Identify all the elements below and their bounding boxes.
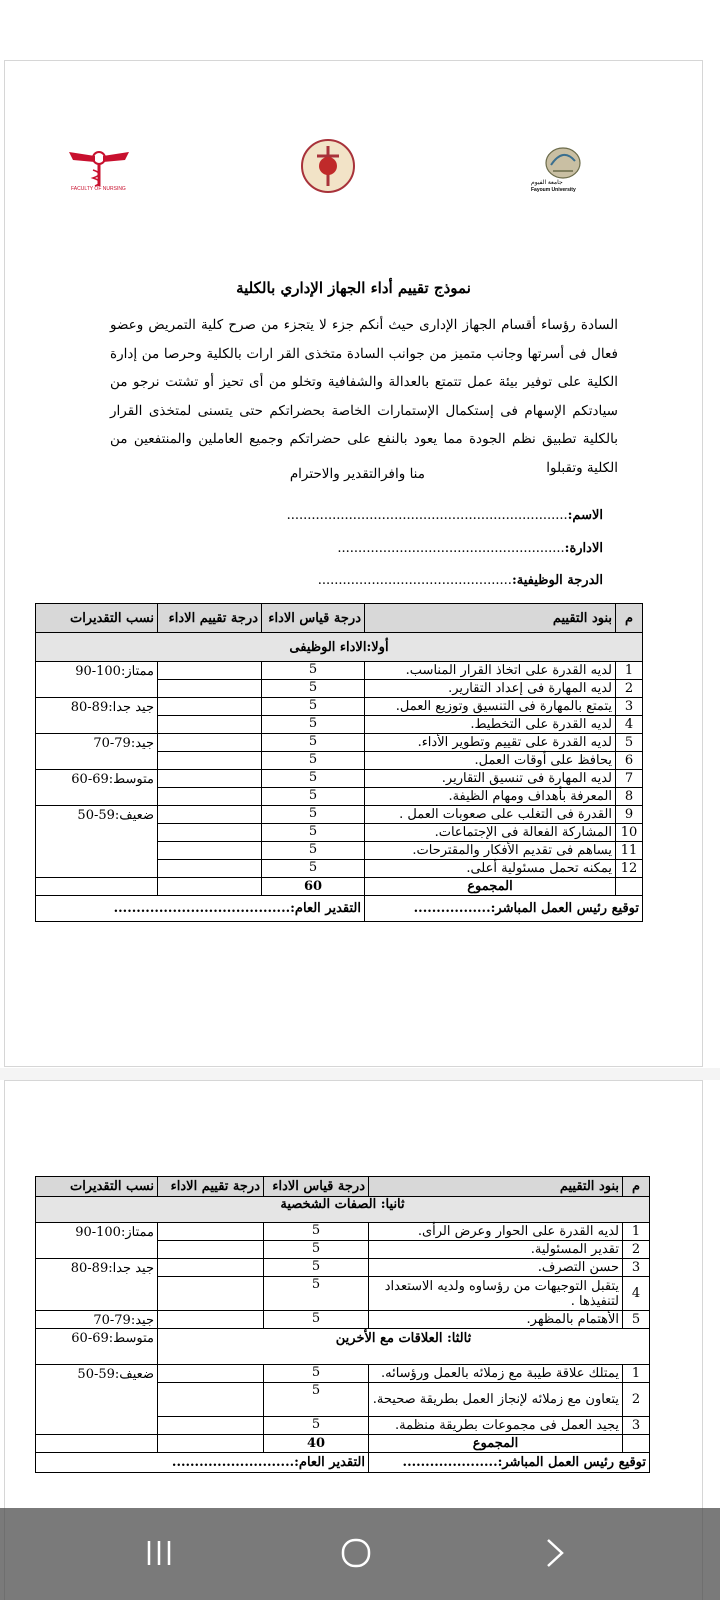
department-dots: ....................................................... xyxy=(337,541,565,556)
row-number: 12 xyxy=(616,860,643,878)
row-rating-cell xyxy=(158,716,262,734)
form-title: نموذج تقييم أداء الجهاز الإداري بالكلية xyxy=(236,279,471,297)
section-row xyxy=(36,633,643,662)
total-row xyxy=(36,1435,650,1453)
grade-cell xyxy=(36,770,158,806)
row-rating-cell xyxy=(158,1277,264,1311)
row-number: 6 xyxy=(616,752,643,770)
grade-cell xyxy=(36,1259,158,1311)
grade-cell xyxy=(36,1365,158,1435)
row-item-text: يجيد العمل فى مجموعات بطريقة منظمة. xyxy=(369,1417,623,1435)
name-field xyxy=(287,508,603,523)
overall-rating: التقدير العام:....................................... xyxy=(36,896,365,922)
row-rating-cell xyxy=(158,752,262,770)
grade-label: ضعيف:59-50 xyxy=(77,808,154,823)
faculty-of-nursing-logo xyxy=(67,146,131,198)
row-item-text: يتعاون مع زملائه لإنجاز العمل بطريقة صحيحة. xyxy=(369,1383,623,1417)
row-rating-cell xyxy=(158,680,262,698)
header-m: م xyxy=(623,1177,650,1197)
section-row xyxy=(36,1329,650,1365)
grade-average: متوسط:69-60 xyxy=(71,1331,154,1346)
header-rating: درجة تقييم الاداء xyxy=(158,604,262,633)
row-item-text: يتمتع بالمهارة فى التنسيق وتوزيع العمل. xyxy=(365,698,616,716)
row-number: 1 xyxy=(623,1223,650,1241)
table-row xyxy=(36,1311,650,1329)
recent-apps-icon[interactable] xyxy=(143,1538,175,1572)
overall-rating: التقدير العام:........................... xyxy=(36,1453,369,1473)
row-rating-cell xyxy=(158,824,262,842)
row-number: 4 xyxy=(623,1277,650,1311)
evaluation-table-1 xyxy=(35,603,643,922)
row-item-text: يحافظ على أوقات العمل. xyxy=(365,752,616,770)
table-header-row xyxy=(36,604,643,633)
row-rating-cell xyxy=(158,1365,264,1383)
document-page-1 xyxy=(4,60,703,1067)
supervisor-signature: توقيع رئيس العمل المباشر:................. xyxy=(365,896,643,922)
job-grade-label: الدرجة الوظيفية: xyxy=(511,573,603,588)
row-rating-cell xyxy=(158,788,262,806)
row-item-text: لديه المهارة فى تنسيق التقارير. xyxy=(365,770,616,788)
row-score: 5 xyxy=(262,806,365,824)
row-item-text: يساهم فى تقديم الأفكار والمقترحات. xyxy=(365,842,616,860)
grade-label: جيد جدا:89-80 xyxy=(70,700,154,715)
total-label: المجموع xyxy=(369,1435,623,1453)
back-icon[interactable] xyxy=(540,1538,572,1572)
row-rating-cell xyxy=(158,1223,264,1241)
row-item-text: المعرفة بأهداف ومهام الظيفة. xyxy=(365,788,616,806)
table-row xyxy=(36,1365,650,1383)
table-row xyxy=(36,662,643,680)
row-score: 5 xyxy=(262,716,365,734)
row-score: 5 xyxy=(264,1383,369,1417)
header-rating: درجة تقييم الاداء xyxy=(158,1177,264,1197)
table-row xyxy=(36,1259,650,1277)
grade-cell xyxy=(36,1329,158,1365)
row-number: 10 xyxy=(616,824,643,842)
intro-paragraph: السادة رؤساء أقسام الجهاز الإدارى حيث أنكم جزء لا يتجزء من صرح كلية التمريض وعضو فعال فى أسرتها وجانب متميز من جوانب السادة متخذى القر ارات بالكلية وحرصا من إدارة الكلية على توفير بيئة عمل تتمتع بالعدالة والشفافية وتخلو من أى تحيز أو تشتت نرجو من سيادتكم الإسهام فى إستكمال الإستمارات الخاصة بحضراتكم حتى يتسنى لمتخذى القرار بالكلية تطبيق نظم الجودة مما يعود بالنفع على حضراتكم وجميع العاملين والمنتفعين من الكلية وتقبلوا xyxy=(110,317,618,476)
row-item-text: حسن التصرف. xyxy=(369,1259,623,1277)
grade-cell xyxy=(36,734,158,770)
row-item-text: لديه المهارة فى إعداد التقارير. xyxy=(365,680,616,698)
row-score: 5 xyxy=(264,1241,369,1259)
row-number: 11 xyxy=(616,842,643,860)
row-score: 5 xyxy=(262,698,365,716)
name-dots: .................................................................... xyxy=(286,508,568,523)
table-row xyxy=(36,734,643,752)
row-rating-cell xyxy=(158,1383,264,1417)
grade-cell xyxy=(36,1223,158,1259)
row-number: 1 xyxy=(623,1365,650,1383)
row-item-text: لديه القدرة على الحوار وعرض الرأى. xyxy=(369,1223,623,1241)
row-number: 2 xyxy=(616,680,643,698)
row-rating-cell xyxy=(158,806,262,824)
total-value: 40 xyxy=(264,1435,369,1453)
header-measure: درجة قياس الاداء xyxy=(264,1177,369,1197)
row-score: 5 xyxy=(262,860,365,878)
row-rating-cell xyxy=(158,770,262,788)
row-rating-cell xyxy=(158,1259,264,1277)
grade-cell xyxy=(36,662,158,698)
row-score: 5 xyxy=(264,1259,369,1277)
section-title-relations: ثالثا: العلاقات مع الأخرين xyxy=(158,1329,650,1365)
row-score: 5 xyxy=(262,788,365,806)
android-navigation-bar xyxy=(0,1508,720,1600)
nursing-label: FACULTY OF NURSING xyxy=(71,186,126,192)
row-score: 5 xyxy=(264,1277,369,1311)
fayoum-arabic-label: جامعة الفيوم xyxy=(531,180,563,186)
row-score: 5 xyxy=(264,1223,369,1241)
row-score: 5 xyxy=(262,734,365,752)
grade-label: جيد:79-70 xyxy=(93,1313,154,1328)
row-score: 5 xyxy=(262,752,365,770)
department-field xyxy=(337,541,603,556)
header-m: م xyxy=(616,604,643,633)
section-title-personal: ثانيا: الصفات الشخصية xyxy=(36,1197,650,1223)
section-row xyxy=(36,1197,650,1223)
row-score: 5 xyxy=(264,1311,369,1329)
row-rating-cell xyxy=(158,662,262,680)
row-number: 1 xyxy=(616,662,643,680)
grade-label: متوسط:69-60 xyxy=(71,772,154,787)
row-score: 5 xyxy=(262,842,365,860)
row-number: 3 xyxy=(623,1259,650,1277)
signature-row xyxy=(36,1453,650,1473)
grade-label: ممتاز:100-90 xyxy=(75,664,154,679)
fayoum-label: Fayoum University xyxy=(531,187,576,193)
row-number: 3 xyxy=(616,698,643,716)
row-number: 4 xyxy=(616,716,643,734)
table-row xyxy=(36,806,643,824)
closing-line: منا وافرالتقدير والاحترام xyxy=(289,466,425,482)
row-number: 9 xyxy=(616,806,643,824)
supervisor-signature: توقيع رئيس العمل المباشر:..................... xyxy=(369,1453,650,1473)
row-rating-cell xyxy=(158,698,262,716)
row-rating-cell xyxy=(158,860,262,878)
section-title-performance: أولا:الاداء الوظيفى xyxy=(36,633,643,662)
name-label: الاسم: xyxy=(567,508,603,523)
row-item-text: لديه القدرة على تقييم وتطوير الأداء. xyxy=(365,734,616,752)
home-icon[interactable] xyxy=(340,1538,372,1572)
row-number: 3 xyxy=(623,1417,650,1435)
grade-label: ممتاز:100-90 xyxy=(75,1225,154,1240)
total-row xyxy=(36,878,643,896)
row-score: 5 xyxy=(264,1365,369,1383)
row-item-text: يمتلك علاقة طيبة مع زملائه بالعمل ورؤسائه. xyxy=(369,1365,623,1383)
total-label: المجموع xyxy=(365,878,616,896)
grade-cell xyxy=(36,698,158,734)
row-score: 5 xyxy=(262,770,365,788)
table-row xyxy=(36,1223,650,1241)
row-item-text: القدرة فى التغلب على صعوبات العمل . xyxy=(365,806,616,824)
row-number: 2 xyxy=(623,1383,650,1417)
total-value: 60 xyxy=(262,878,365,896)
row-number: 2 xyxy=(623,1241,650,1259)
row-number: 7 xyxy=(616,770,643,788)
table-row xyxy=(36,698,643,716)
table-row xyxy=(36,770,643,788)
header-items: بنود التقييم xyxy=(365,604,616,633)
department-label: الادارة: xyxy=(564,541,603,556)
row-rating-cell xyxy=(158,1311,264,1329)
evaluation-table-2 xyxy=(35,1176,650,1473)
page-gap xyxy=(0,1068,720,1080)
grade-cell xyxy=(36,1311,158,1329)
grade-label: ضعيف:59-50 xyxy=(77,1367,154,1382)
quality-assurance-logo xyxy=(295,136,361,202)
row-item-text: لديه القدرة على اتخاذ القرار المناسب. xyxy=(365,662,616,680)
row-number: 5 xyxy=(616,734,643,752)
row-score: 5 xyxy=(262,824,365,842)
header-measure: درجة قياس الاداء xyxy=(262,604,365,633)
row-score: 5 xyxy=(262,662,365,680)
row-score: 5 xyxy=(264,1417,369,1435)
fayoum-university-logo xyxy=(527,141,599,205)
header-items: بنود التقييم xyxy=(369,1177,623,1197)
row-item-text: الأهتمام بالمظهر. xyxy=(369,1311,623,1329)
grade-label: جيد جدا:89-80 xyxy=(70,1261,154,1276)
row-rating-cell xyxy=(158,1241,264,1259)
job-grade-field xyxy=(318,573,603,588)
row-number: 8 xyxy=(616,788,643,806)
row-item-text: تقدير المسئولية. xyxy=(369,1241,623,1259)
grade-label: جيد:79-70 xyxy=(93,736,154,751)
signature-row xyxy=(36,896,643,922)
row-item-text: لديه القدرة على التخطيط. xyxy=(365,716,616,734)
table-header-row xyxy=(36,1177,650,1197)
row-rating-cell xyxy=(158,734,262,752)
row-score: 5 xyxy=(262,680,365,698)
row-rating-cell xyxy=(158,842,262,860)
row-rating-cell xyxy=(158,1417,264,1435)
row-number: 5 xyxy=(623,1311,650,1329)
header-ratios: نسب التقديرات xyxy=(36,604,158,633)
row-item-text: يتقبل التوجيهات من رؤساوه ولديه الاستعداد لتنفيذها . xyxy=(369,1277,623,1311)
job-grade-dots: ............................................... xyxy=(317,573,512,588)
header-ratios: نسب التقديرات xyxy=(36,1177,158,1197)
row-item-text: يمكنه تحمل مسئولية أعلى. xyxy=(365,860,616,878)
row-item-text: المشاركة الفعالة فى الإجتماعات. xyxy=(365,824,616,842)
grade-cell xyxy=(36,806,158,878)
